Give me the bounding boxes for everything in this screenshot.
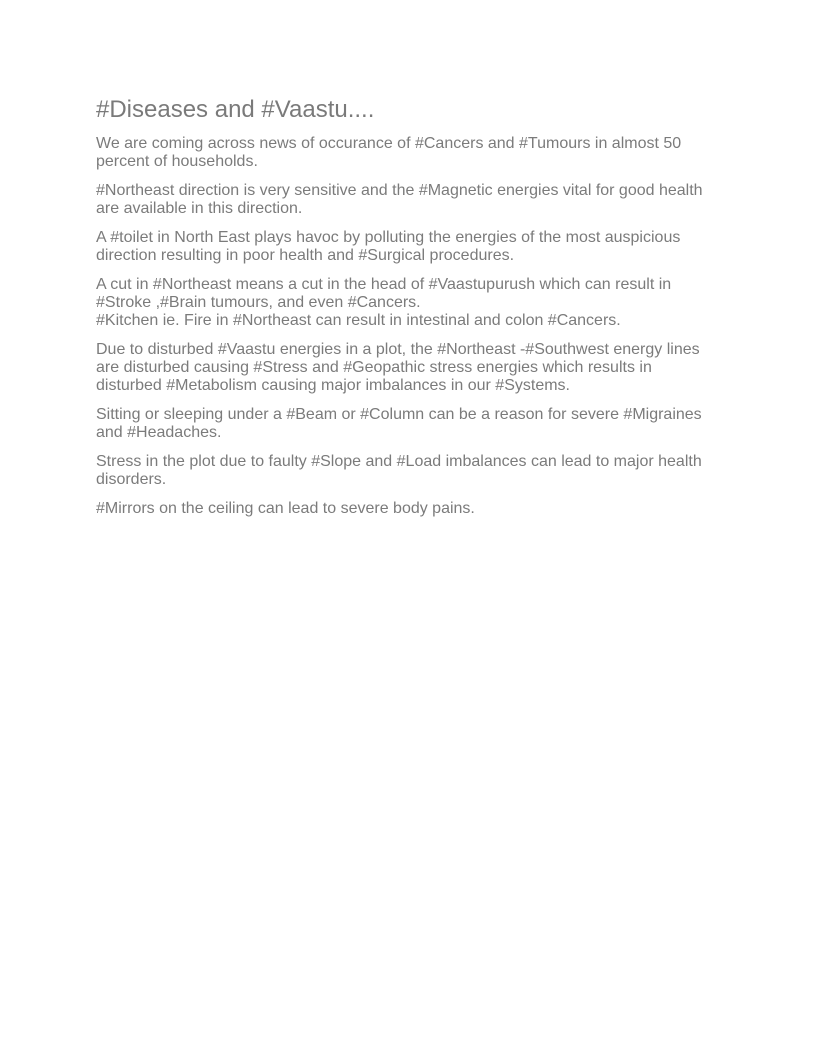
paragraph-line: #Kitchen ie. Fire in #Northeast can result in intestinal and colon #Cancers. [96, 312, 621, 329]
paragraph-line: disturbed #Metabolism causing major imbalances in our #Systems. [96, 377, 570, 394]
paragraph-line: Sitting or sleeping under a #Beam or #Column can be a reason for severe #Migraines [96, 406, 702, 423]
paragraph-7 [96, 453, 720, 489]
paragraph-line: are disturbed causing #Stress and #Geopathic stress energies which results in [96, 359, 652, 376]
paragraph-line: Due to disturbed #Vaastu energies in a plot, the #Northeast -#Southwest energy lines [96, 341, 700, 358]
paragraph-line: and #Headaches. [96, 424, 222, 441]
document-page [96, 94, 720, 529]
paragraph-8 [96, 500, 720, 518]
paragraph-line: #Northeast direction is very sensitive and the #Magnetic energies vital for good health [96, 182, 703, 199]
paragraph-6 [96, 406, 720, 442]
paragraph-line: We are coming across news of occurance of #Cancers and #Tumours in almost 50 [96, 135, 682, 152]
paragraph-line: #Stroke ,#Brain tumours, and even #Cancers. [96, 294, 421, 311]
paragraph-line: direction resulting in poor health and #Surgical procedures. [96, 247, 515, 264]
document-title: #Diseases and #Vaastu.... [96, 96, 375, 123]
paragraph-line: disorders. [96, 471, 167, 488]
paragraph-line: A cut in #Northeast means a cut in the head of #Vaastupurush which can result in [96, 276, 672, 293]
paragraph-5 [96, 341, 720, 395]
paragraph-4 [96, 276, 720, 330]
paragraph-line: Stress in the plot due to faulty #Slope and #Load imbalances can lead to major health [96, 453, 702, 470]
paragraph-line: are available in this direction. [96, 200, 303, 217]
paragraph-3 [96, 229, 720, 265]
paragraph-line: A #toilet in North East plays havoc by polluting the energies of the most auspicious [96, 229, 681, 246]
paragraph-line: #Mirrors on the ceiling can lead to severe body pains. [96, 500, 475, 517]
paragraph-line: percent of households. [96, 153, 258, 170]
paragraph-1 [96, 135, 720, 171]
paragraph-2 [96, 182, 720, 218]
